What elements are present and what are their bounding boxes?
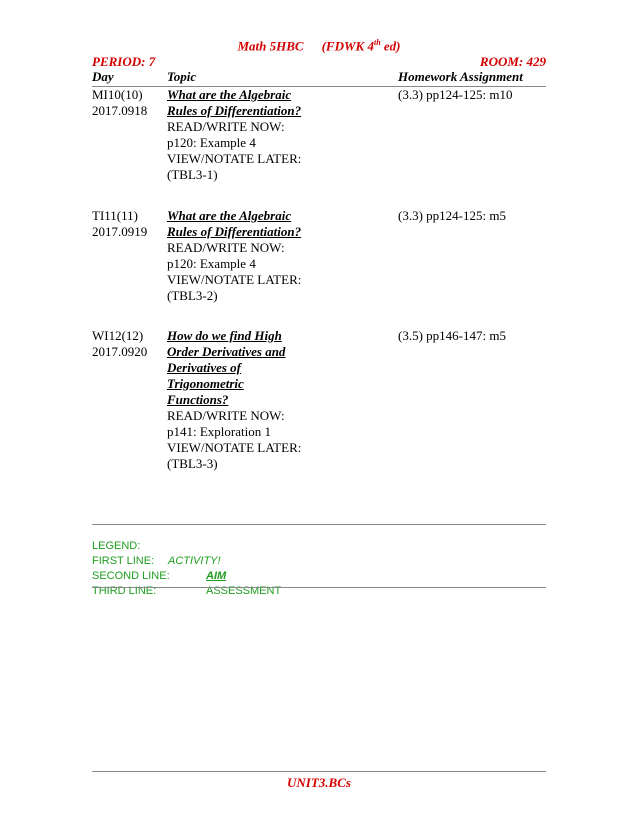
legend-title-row <box>92 539 546 554</box>
legend-second-row <box>92 569 546 584</box>
legend <box>92 539 546 599</box>
aim-line: What are the Algebraic <box>167 208 292 223</box>
day-cell <box>92 328 166 360</box>
legend-title: LEGEND: <box>92 540 141 552</box>
page-title <box>0 38 638 54</box>
day-cell <box>92 208 166 240</box>
read-label: READ/WRITE NOW: <box>167 119 285 134</box>
period-room-row <box>92 54 546 70</box>
day-cell <box>92 87 166 119</box>
aim-line: Rules of Differentiation? <box>167 224 302 239</box>
homework-text: (3.5) pp146-147: m5 <box>398 328 506 343</box>
column-header-row <box>92 69 546 86</box>
aim-line: How do we find High <box>167 328 282 343</box>
aim-line: Functions? <box>167 392 229 407</box>
read-item: p141: Exploration 1 <box>167 424 271 439</box>
aim-line: What are the Algebraic <box>167 87 292 102</box>
course-name: Math 5HBC <box>237 38 304 54</box>
column-homework: Homework Assignment <box>398 69 523 84</box>
read-item: p120: Example 4 <box>167 135 256 150</box>
legend-third-label: THIRD LINE: <box>92 585 157 597</box>
day-code: MI10(10) <box>92 87 143 102</box>
view-item: (TBL3-1) <box>167 167 218 182</box>
edition-prefix: (FDWK 4 <box>321 38 374 54</box>
day-date: 2017.0919 <box>92 224 148 239</box>
aim-line: Trigonometric <box>167 376 244 391</box>
edition-suffix: ed) <box>380 38 401 54</box>
legend-second-value: AIM <box>206 570 227 582</box>
legend-second-label: SECOND LINE: <box>92 570 170 582</box>
day-code: WI12(12) <box>92 328 144 343</box>
legend-top-rule <box>92 524 546 525</box>
topic-cell <box>167 208 387 304</box>
period-label: PERIOD: 7 <box>92 54 156 69</box>
homework-cell <box>398 208 548 224</box>
legend-first-row <box>92 554 546 569</box>
aim-line: Rules of Differentiation? <box>167 103 302 118</box>
day-code: TI11(11) <box>92 208 138 223</box>
homework-cell <box>398 87 548 103</box>
day-date: 2017.0918 <box>92 103 148 118</box>
read-label: READ/WRITE NOW: <box>167 240 285 255</box>
legend-third-value: ASSESSMENT <box>206 585 282 597</box>
read-item: p120: Example 4 <box>167 256 256 271</box>
room-label: ROOM: 429 <box>479 54 546 69</box>
page-footer: UNIT3.BCs <box>287 775 351 790</box>
view-item: (TBL3-2) <box>167 288 218 303</box>
legend-first-label: FIRST LINE: <box>92 555 155 567</box>
view-item: (TBL3-3) <box>167 456 218 471</box>
view-label: VIEW/NOTATE LATER: <box>167 440 302 455</box>
aim-line: Derivatives of <box>167 360 242 375</box>
read-label: READ/WRITE NOW: <box>167 408 285 423</box>
homework-cell <box>398 328 548 344</box>
homework-text: (3.3) pp124-125: m10 <box>398 87 513 102</box>
topic-cell <box>167 328 387 472</box>
edition-superscript: th <box>373 38 381 47</box>
footer-rule <box>92 771 546 772</box>
column-topic: Topic <box>167 69 197 84</box>
view-label: VIEW/NOTATE LATER: <box>167 151 302 166</box>
topic-cell <box>167 87 387 183</box>
view-label: VIEW/NOTATE LATER: <box>167 272 302 287</box>
homework-text: (3.3) pp124-125: m5 <box>398 208 506 223</box>
legend-bottom-rule <box>92 587 546 588</box>
day-date: 2017.0920 <box>92 344 148 359</box>
column-day: Day <box>92 69 114 84</box>
legend-first-value: ACTIVITY! <box>168 555 221 567</box>
aim-line: Order Derivatives and <box>167 344 286 359</box>
